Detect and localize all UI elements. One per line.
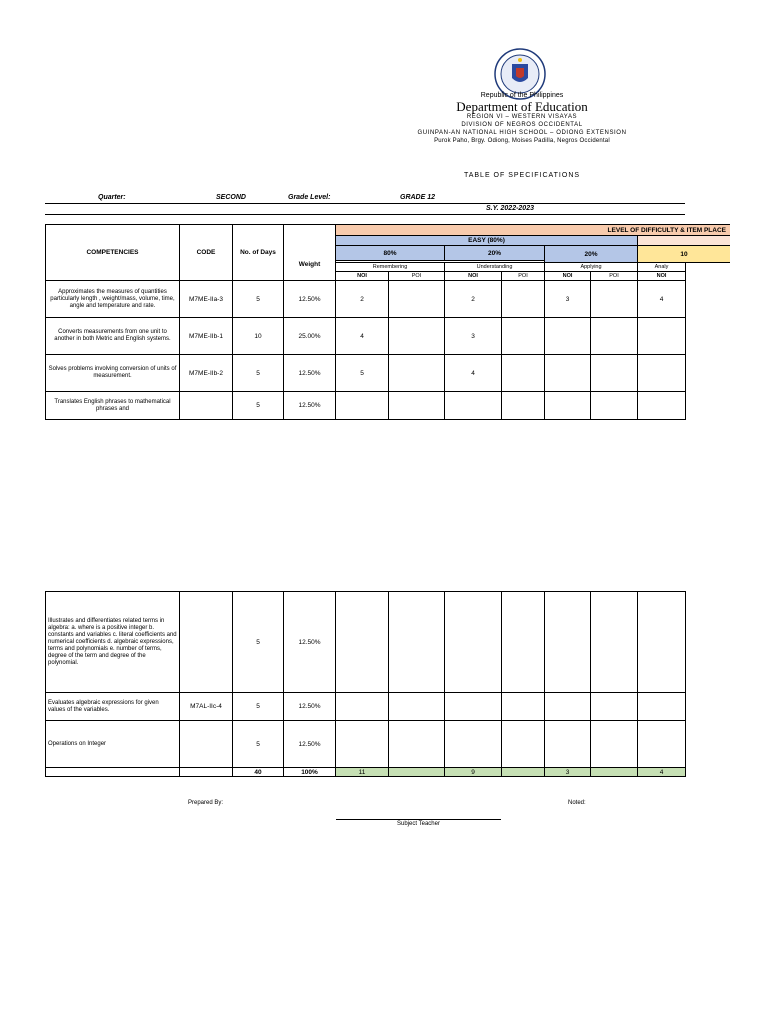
poi-cell — [590, 720, 638, 768]
pct-remembering: 80% — [335, 245, 445, 261]
totals-code — [179, 767, 233, 777]
applying-noi-cell — [544, 591, 591, 693]
understanding-noi-cell: 3 — [444, 317, 502, 355]
competency-cell: Translates English phrases to mathematical phrases and — [45, 391, 180, 420]
division-text: DIVISION OF NEGROS OCCIDENTAL — [461, 122, 583, 128]
poi-cell — [590, 692, 638, 721]
department-title: Department of Education — [456, 99, 588, 114]
code-cell — [179, 591, 233, 693]
analyzing-label: Analy — [637, 262, 686, 272]
poi-header: POI — [590, 271, 638, 281]
pct-applying: 20% — [544, 245, 638, 263]
remembering-noi-cell: 2 — [335, 280, 389, 318]
remembering-noi-cell — [335, 720, 389, 768]
easy-header: EASY (80%) — [335, 235, 638, 246]
school-text: GUINPAN-AN NATIONAL HIGH SCHOOL – ODIONG EXTENSION — [417, 130, 627, 136]
weight-cell: 12.50% — [283, 391, 336, 420]
total-remembering: 11 — [335, 767, 389, 777]
republic-text: Republic of the Philippines — [480, 92, 564, 99]
document-title: TABLE OF SPECIFICATIONS — [463, 172, 581, 179]
code-header: CODE — [179, 224, 233, 281]
poi-cell — [501, 280, 545, 318]
applying-noi-cell — [544, 720, 591, 768]
poi-cell — [590, 280, 638, 318]
pct-analyzing: 10 — [637, 245, 730, 263]
code-cell: M7ME-IIb-2 — [179, 354, 233, 392]
code-cell: M7ME-IIb-1 — [179, 317, 233, 355]
noi-header: NOI — [637, 271, 686, 281]
competency-cell: Illustrates and differentiates related terms in algebra: a. where is a positive integer b. constants and variables c. literal coefficients and numerical coefficients d. algebraic expressions, terms and polynomials e. number of terms, degree of the term and degree of the polynomial. — [45, 591, 180, 693]
competency-cell: Converts measurements from one unit to another in both Metric and English systems. — [45, 317, 180, 355]
address-text: Purok Paho, Brgy. Odiong, Moises Padilla, Negros Occidental — [434, 138, 610, 144]
code-cell: M7AL-IIc-4 — [179, 692, 233, 721]
poi-cell — [590, 354, 638, 392]
level-header: LEVEL OF DIFFICULTY & ITEM PLACE — [335, 224, 730, 236]
total-days: 40 — [232, 767, 284, 777]
poi-cell — [501, 720, 545, 768]
competencies-header: COMPETENCIES — [45, 224, 180, 281]
days-cell: 5 — [232, 720, 284, 768]
poi-header: POI — [388, 271, 445, 281]
competency-cell: Approximates the measures of quantities particularly length , weight/mass, volume, time, angle and temperature and rate. — [45, 280, 180, 318]
remembering-noi-cell: 5 — [335, 354, 389, 392]
poi-cell — [501, 354, 545, 392]
applying-label: Applying — [544, 262, 638, 272]
noted-label: Noted: — [568, 800, 586, 806]
grade-label: Grade Level: — [288, 194, 331, 201]
signature-line — [336, 819, 501, 820]
code-cell — [179, 720, 233, 768]
analyzing-noi-cell: 4 — [637, 280, 686, 318]
poi-header: POI — [501, 271, 545, 281]
poi-cell — [501, 692, 545, 721]
remembering-noi-cell — [335, 391, 389, 420]
understanding-noi-cell: 2 — [444, 280, 502, 318]
weight-cell: 12.50% — [283, 280, 336, 318]
poi-cell — [388, 692, 445, 721]
divider — [45, 214, 685, 215]
applying-noi-cell — [544, 692, 591, 721]
total-cell — [501, 767, 545, 777]
understanding-noi-cell: 4 — [444, 354, 502, 392]
days-cell: 5 — [232, 391, 284, 420]
code-cell: M7ME-IIa-3 — [179, 280, 233, 318]
divider — [45, 203, 685, 204]
understanding-noi-cell — [444, 391, 502, 420]
days-cell: 5 — [232, 280, 284, 318]
remembering-noi-cell — [335, 591, 389, 693]
remembering-noi-cell — [335, 692, 389, 721]
total-cell — [388, 767, 445, 777]
quarter-value: SECOND — [216, 194, 246, 201]
region-block — [380, 113, 664, 145]
quarter-label: Quarter: — [98, 194, 126, 201]
analyzing-noi-cell — [637, 391, 686, 420]
noi-header: NOI — [544, 271, 591, 281]
days-header: No. of Days — [232, 224, 284, 281]
analyzing-noi-cell — [637, 317, 686, 355]
competency-cell: Solves problems involving conversion of units of measurement. — [45, 354, 180, 392]
total-weight: 100% — [283, 767, 336, 777]
days-cell: 5 — [232, 354, 284, 392]
poi-cell — [590, 317, 638, 355]
analyzing-noi-cell — [637, 720, 686, 768]
poi-cell — [388, 280, 445, 318]
analyzing-noi-cell — [637, 591, 686, 693]
poi-cell — [501, 591, 545, 693]
total-understanding: 9 — [444, 767, 502, 777]
poi-cell — [388, 317, 445, 355]
applying-noi-cell — [544, 391, 591, 420]
total-analyzing: 4 — [637, 767, 686, 777]
analyzing-noi-cell — [637, 692, 686, 721]
poi-cell — [501, 317, 545, 355]
remembering-noi-cell: 4 — [335, 317, 389, 355]
prepared-by-label: Prepared By: — [188, 800, 224, 806]
weight-cell: 25.00% — [283, 317, 336, 355]
weight-cell: 12.50% — [283, 720, 336, 768]
poi-cell — [388, 354, 445, 392]
poi-cell — [501, 391, 545, 420]
applying-noi-cell — [544, 354, 591, 392]
region-text: REGION VI – WESTERN VISAYAS — [466, 114, 578, 120]
weight-cell: 12.50% — [283, 354, 336, 392]
analyzing-noi-cell — [637, 354, 686, 392]
poi-cell — [590, 591, 638, 693]
understanding-noi-cell — [444, 692, 502, 721]
weight-cell: 12.50% — [283, 692, 336, 721]
remembering-label: Remembering — [335, 262, 445, 272]
code-cell — [179, 391, 233, 420]
days-cell: 5 — [232, 591, 284, 693]
grade-value: GRADE 12 — [400, 194, 436, 201]
competency-cell: Operations on Integer — [45, 720, 180, 768]
total-cell — [590, 767, 638, 777]
days-cell: 5 — [232, 692, 284, 721]
pct-understanding: 20% — [444, 245, 545, 261]
days-cell: 10 — [232, 317, 284, 355]
totals-label — [45, 767, 180, 777]
understanding-noi-cell — [444, 720, 502, 768]
noi-header: NOI — [444, 271, 502, 281]
competency-cell: Evaluates algebraic expressions for given values of the variables. — [45, 692, 180, 721]
applying-noi-cell: 3 — [544, 280, 591, 318]
poi-cell — [388, 391, 445, 420]
total-applying: 3 — [544, 767, 591, 777]
subject-teacher-label: Subject Teacher — [397, 821, 440, 827]
weight-cell: 12.50% — [283, 591, 336, 693]
understanding-label: Understanding — [444, 262, 545, 272]
school-year: S.Y. 2022-2023 — [485, 205, 534, 212]
weight-header: Weight — [283, 224, 336, 281]
poi-cell — [388, 591, 445, 693]
applying-noi-cell — [544, 317, 591, 355]
poi-cell — [590, 391, 638, 420]
noi-header: NOI — [335, 271, 389, 281]
understanding-noi-cell — [444, 591, 502, 693]
poi-cell — [388, 720, 445, 768]
